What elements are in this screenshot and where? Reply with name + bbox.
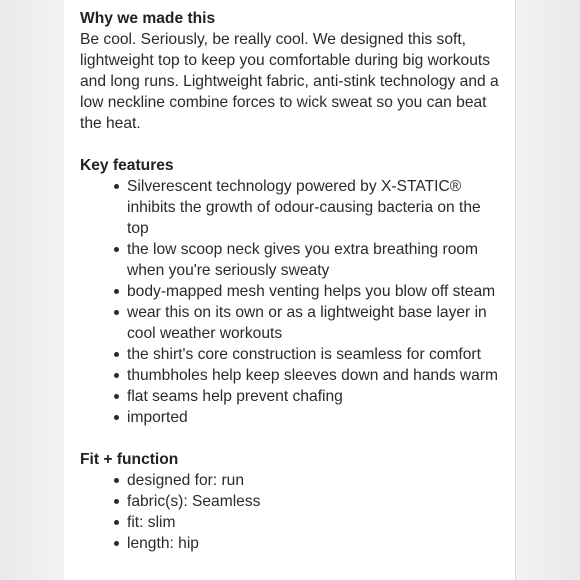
- feature-text: wear this on its own or as a lightweight base layer in cool weather workouts: [127, 304, 487, 342]
- list-item: [127, 344, 505, 365]
- fit-list: [80, 470, 505, 554]
- list-item: [127, 533, 505, 554]
- fit-text: fabric(s): Seamless: [127, 493, 261, 510]
- fit-text: length: hip: [127, 535, 199, 552]
- feature-text: the shirt's core construction is seamless for comfort: [127, 346, 481, 363]
- background-right: [516, 0, 580, 580]
- bullet-icon: [114, 310, 119, 315]
- bullet-icon: [114, 352, 119, 357]
- bullet-icon: [114, 520, 119, 525]
- fit-function-section: [80, 449, 505, 554]
- fit-heading: Fit + function: [80, 451, 179, 468]
- list-item: [127, 176, 505, 239]
- why-body: Be cool. Seriously, be really cool. We designed this soft, lightweight top to keep you comfortable during big workouts and long runs. Lightweight fabric, anti-stink technology and a low neckline combine forces to wick sweat so you can beat the heat.: [80, 31, 499, 132]
- list-item: [127, 491, 505, 512]
- bullet-icon: [114, 289, 119, 294]
- list-item: [127, 386, 505, 407]
- fit-text: designed for: run: [127, 472, 245, 489]
- bullet-icon: [114, 373, 119, 378]
- features-heading: Key features: [80, 157, 174, 174]
- bullet-icon: [114, 415, 119, 420]
- list-item: [127, 470, 505, 491]
- feature-text: flat seams help prevent chafing: [127, 388, 343, 405]
- list-item: [127, 407, 505, 428]
- list-item: [127, 302, 505, 344]
- list-item: [127, 281, 505, 302]
- list-item: [127, 365, 505, 386]
- why-we-made-this-section: [80, 8, 505, 134]
- bullet-icon: [114, 394, 119, 399]
- bullet-icon: [114, 247, 119, 252]
- feature-text: body-mapped mesh venting helps you blow off steam: [127, 283, 496, 300]
- list-item: [127, 239, 505, 281]
- feature-text: the low scoop neck gives you extra breathing room when you're seriously sweaty: [127, 241, 479, 279]
- key-features-section: [80, 155, 505, 428]
- bullet-icon: [114, 541, 119, 546]
- background-left: [0, 0, 64, 580]
- feature-text: thumbholes help keep sleeves down and hands warm: [127, 367, 499, 384]
- list-item: [127, 512, 505, 533]
- why-heading: Why we made this: [80, 10, 216, 27]
- fit-text: fit: slim: [127, 514, 176, 531]
- bullet-icon: [114, 478, 119, 483]
- product-description-page: [64, 0, 516, 580]
- features-list: [80, 176, 505, 428]
- feature-text: imported: [127, 409, 188, 426]
- feature-text: Silverescent technology powered by X-STATIC® inhibits the growth of odour-causing bacteria on the top: [127, 178, 481, 237]
- bullet-icon: [114, 499, 119, 504]
- bullet-icon: [114, 184, 119, 189]
